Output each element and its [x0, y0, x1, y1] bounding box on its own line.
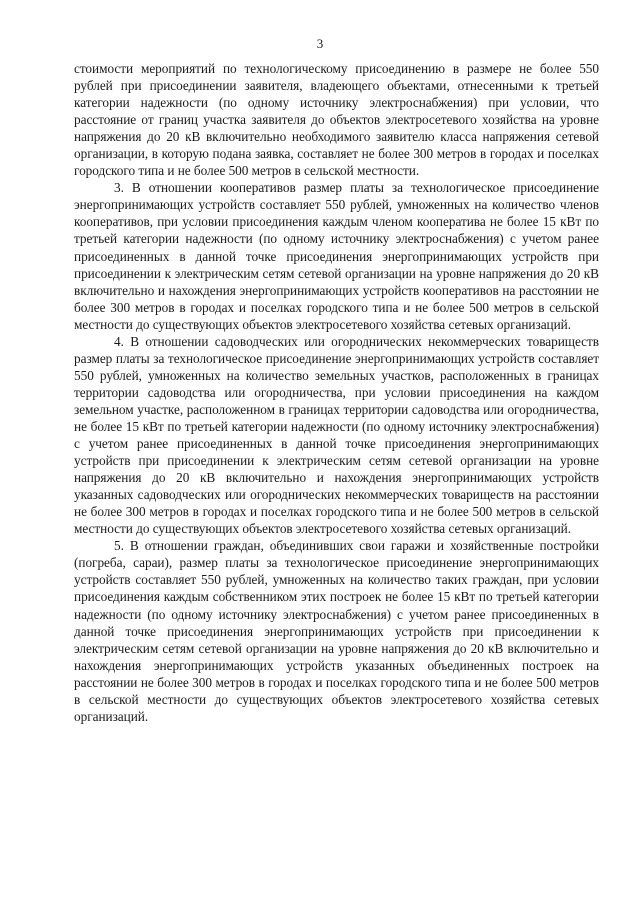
- paragraph-item-3: 3. В отношении кооперативов размер платы за технологическое присоединение энергопринимающих устройств составляет 550 рублей, умноженных на количество членов кооперативов, при условии присоединения каждым членом кооператива не более 15 кВт по третьей категории надежности (по одному источнику электроснабжения) с учетом ранее присоединенных в данной точке присоединения энергопринимающих устройств при присоединении к электрическим сетям сетевой организации на уровне напряжения до 20 кВ включительно и нахождения энергопринимающих устройств кооперативов на расстоянии не более 300 метров в городах и поселках городского типа и не более 500 метров в сельской местности до существующих объектов электросетевого хозяйства сетевых организаций.: [74, 180, 599, 332]
- paragraph-item-5: 5. В отношении граждан, объединивших свои гаражи и хозяйственные постройки (погреба, сараи), размер платы за технологическое присоединение энергопринимающих устройств составляет 550 рублей, умноженных на количество таких граждан, при условии присоединения каждым собственником этих построек не более 15 кВт по третьей категории надежности (по одному источнику электроснабжения) с учетом ранее присоединенных в данной точке присоединения энергопринимающих устройств при присоединении к электрическим сетям сетевой организации на уровне напряжения до 20 кВ включительно и нахождения энергопринимающих устройств указанных объединенных построек на расстоянии не более 300 метров в городах и поселках городского типа и не более 500 метров в сельской местности до существующих объектов электросетевого хозяйства сетевых организаций.: [74, 538, 599, 724]
- paragraph-item-4: 4. В отношении садоводческих или огороднических некоммерческих товариществ размер платы за технологическое присоединение энергопринимающих устройств составляет 550 рублей, умноженных на количество земельных участков, расположенных в границах территории садоводства или огородничества, при условии присоединения на каждом земельном участке, расположенном в границах территории садоводства или огородничества, не более 15 кВт по третьей категории надежности (по одному источнику электроснабжения) с учетом ранее присоединенных в данной точке присоединения энергопринимающих устройств при присоединении к электрическим сетям сетевой организации на уровне напряжения до 20 кВ включительно и нахождения энергопринимающих устройств указанных садоводческих или огороднических некоммерческих товариществ на расстоянии не более 300 метров в городах и поселках городского типа и не более 500 метров в сельской местности до существующих объектов электросетевого хозяйства сетевых организаций.: [74, 333, 599, 537]
- page-number: 3: [316, 36, 324, 51]
- paragraph-continuation: стоимости мероприятий по технологическому присоединению в размере не более 550 рублей при присоединении заявителя, владеющего объектами, отнесенными к третьей категории надежности (по одному источнику электроснабжения) при условии, что расстояние от границ участка заявителя до объектов электросетевого хозяйства на уровне напряжения до 20 кВ включительно необходимого заявителю класса напряжения сетевой организации, в которую подана заявка, составляет не более 300 метров в городах и поселках городского типа и не более 500 метров в сельской местности.: [74, 61, 599, 179]
- body-text: [74, 60, 599, 725]
